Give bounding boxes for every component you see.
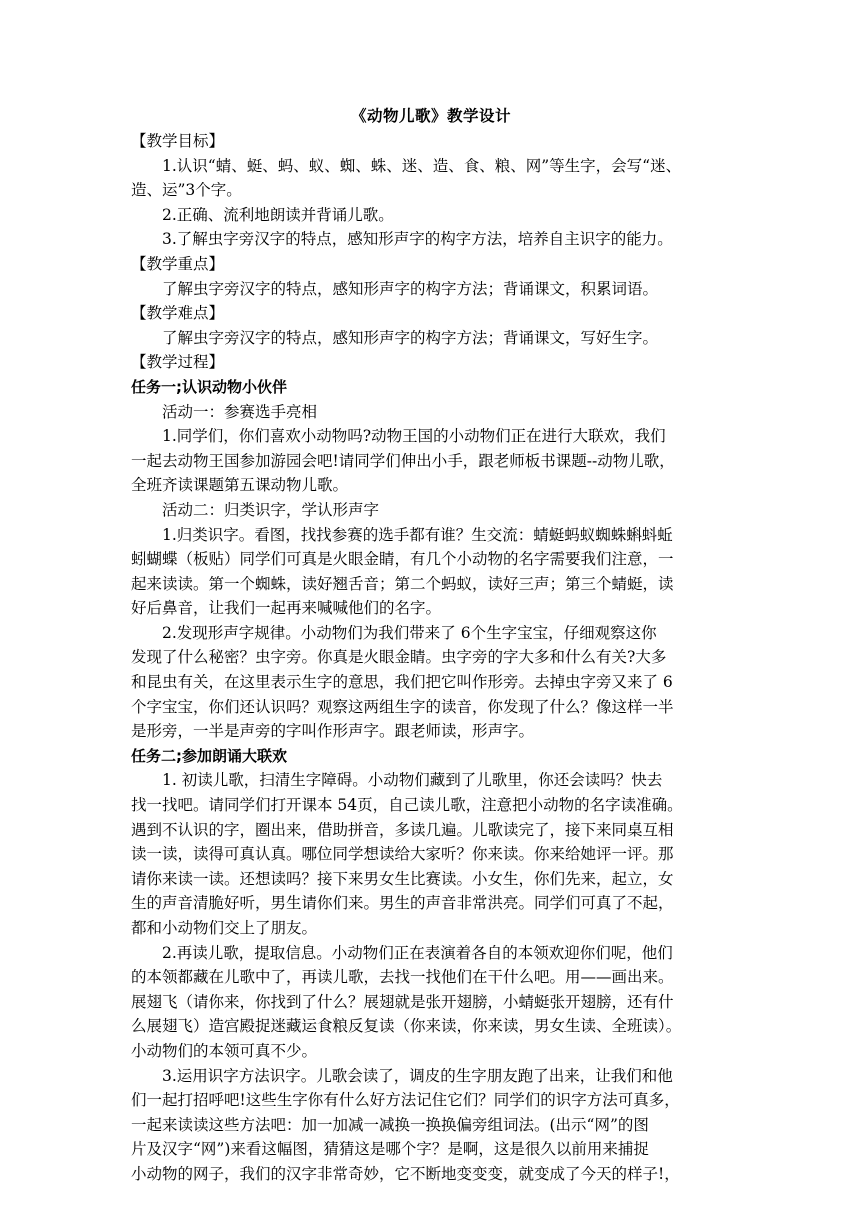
text-line: 片及汉字“网”)来看这幅图，猜猜这是哪个字？是啊，这是很久以前用来捕捉 — [131, 1140, 649, 1159]
document-page — [131, 102, 731, 1187]
text-line: 1.同学们，你们喜欢小动物吗?动物王国的小动物们正在进行大联欢，我们 — [162, 427, 666, 446]
text-line: 了解虫字旁汉字的特点，感知形声字的构字方法；背诵课文，写好生字。 — [162, 328, 659, 347]
section-heading: 【教学难点】 — [131, 304, 225, 323]
text-line: 读一读，读得可真认真。哪位同学想读给大家听？你来读。你来给她评一评。那 — [131, 845, 674, 864]
text-line: 么展翅飞）造宫殿捉迷藏运食粮反复读（你来读，你来读，男女生读、全班读）。 — [131, 1017, 682, 1036]
text-line: 全班齐读课题第五课动物儿歌。 — [131, 476, 349, 495]
text-line: 3.了解虫字旁汉字的特点，感知形声字的构字方法，培养自主识字的能力。 — [162, 230, 673, 249]
task-heading: 任务二;参加朗诵大联欢 — [131, 746, 287, 765]
text-line: 是形旁，一半是声旁的字叫作形声字。跟老师读，形声字。 — [131, 722, 535, 741]
text-line: 3.运用识字方法识字。儿歌会读了，调皮的生字朋友跑了出来，让我们和他 — [162, 1066, 673, 1085]
document-title: 《动物儿歌》教学设计 — [350, 106, 511, 125]
text-line: 了解虫字旁汉字的特点，感知形声字的构字方法；背诵课文，积累词语。 — [162, 279, 659, 298]
text-line: 造、运”3个字。 — [131, 181, 242, 200]
text-line: 的本领都藏在儿歌中了，再读儿歌，去找一找他们在干什么吧。用——画出来。 — [131, 968, 674, 987]
text-line: 1.认识“蜻、蜓、蚂、蚁、蜘、蛛、迷、造、食、粮、网”等生字，会写“迷、 — [162, 156, 682, 175]
text-line: 请你来读一读。还想读吗？接下来男女生比赛读。小女生，你们先来，起立，女 — [131, 869, 674, 888]
text-line: 活动一：参赛选手亮相 — [162, 402, 318, 421]
text-line: 2.再读儿歌，提取信息。小动物们正在表演着各自的本领欢迎你们呢，他们 — [162, 943, 673, 962]
text-line: 好后鼻音，让我们一起再来喊喊他们的名字。 — [131, 599, 442, 618]
text-line: 都和小动物们交上了朋友。 — [131, 919, 318, 937]
text-line: 2.正确、流利地朗读并背诵儿歌。 — [162, 205, 394, 224]
text-line: 们一起打招呼吧!这些生字你有什么好方法记住它们？同学们的识字方法可真多， — [131, 1091, 680, 1110]
text-line: 1.归类识字。看图，找找参赛的选手都有谁？生交流：蜻蜓蚂蚁蜘蛛蝌蚪蚯 — [162, 525, 673, 544]
section-heading: 【教学过程】 — [131, 353, 225, 372]
text-line: 生的声音清脆好听，男生请你们来。男生的声音非常洪亮。同学们可真了不起， — [131, 894, 674, 913]
text-line: 一起来读读这些方法吧：加一加减一减换一换换偏旁组词法。(出示“网”的图 — [131, 1115, 649, 1134]
text-line: 遇到不认识的字，圈出来，借助拼音，多读几遍。儿歌读完了，接下来同桌互相 — [131, 820, 674, 839]
text-line: 小动物们的本领可真不少。 — [131, 1041, 318, 1060]
text-line: 发现了什么秘密？虫字旁。你真是火眼金睛。虫字旁的字大多和什么有关?大多 — [131, 648, 667, 667]
text-line: 起来读读。第一个蜘蛛，读好翘舌音；第二个蚂蚁，读好三声；第三个蜻蜓，读 — [131, 574, 674, 593]
text-line: 蚓蝴蝶（板贴）同学们可真是火眼金睛，有几个小动物的名字需要我们注意，一 — [131, 550, 674, 569]
section-heading: 【教学目标】 — [131, 132, 225, 150]
section-heading: 【教学重点】 — [131, 254, 225, 273]
text-line: 展翅飞（请你来，你找到了什么？展翅就是张开翅膀，小蜻蜓张开翅膀，还有什 — [131, 992, 674, 1011]
text-line: 个字宝宝，你们还认识吗？观察这两组生字的读音，你发现了什么？像这样一半 — [131, 697, 674, 716]
text-line: 小动物的网子，我们的汉字非常奇妙，它不断地变变变，就变成了今天的样子!， — [131, 1164, 680, 1183]
text-line: 和昆虫有关，在这里表示生字的意思，我们把它叫作形旁。去掉虫字旁又来了 6 — [131, 673, 673, 692]
text-line: 活动二：归类识字，学认形声字 — [162, 500, 380, 519]
text-line: 2.发现形声字规律。小动物们为我们带来了 6个生字宝宝，仔细观察这你 — [162, 623, 657, 642]
text-line: 一起去动物王国参加游园会吧!请同学们伸出小手，跟老师板书课题--动物儿歌， — [131, 451, 675, 470]
task-heading: 任务一;认识动物小伙伴 — [131, 377, 287, 396]
text-line: 1. 初读儿歌，扫清生字障碍。小动物们藏到了儿歌里，你还会读吗？快去 — [162, 771, 663, 790]
text-line: 找一找吧。请同学们打开课本 54页，自己读儿歌，注意把小动物的名字读准确。 — [131, 796, 683, 815]
document-body — [131, 129, 731, 1187]
